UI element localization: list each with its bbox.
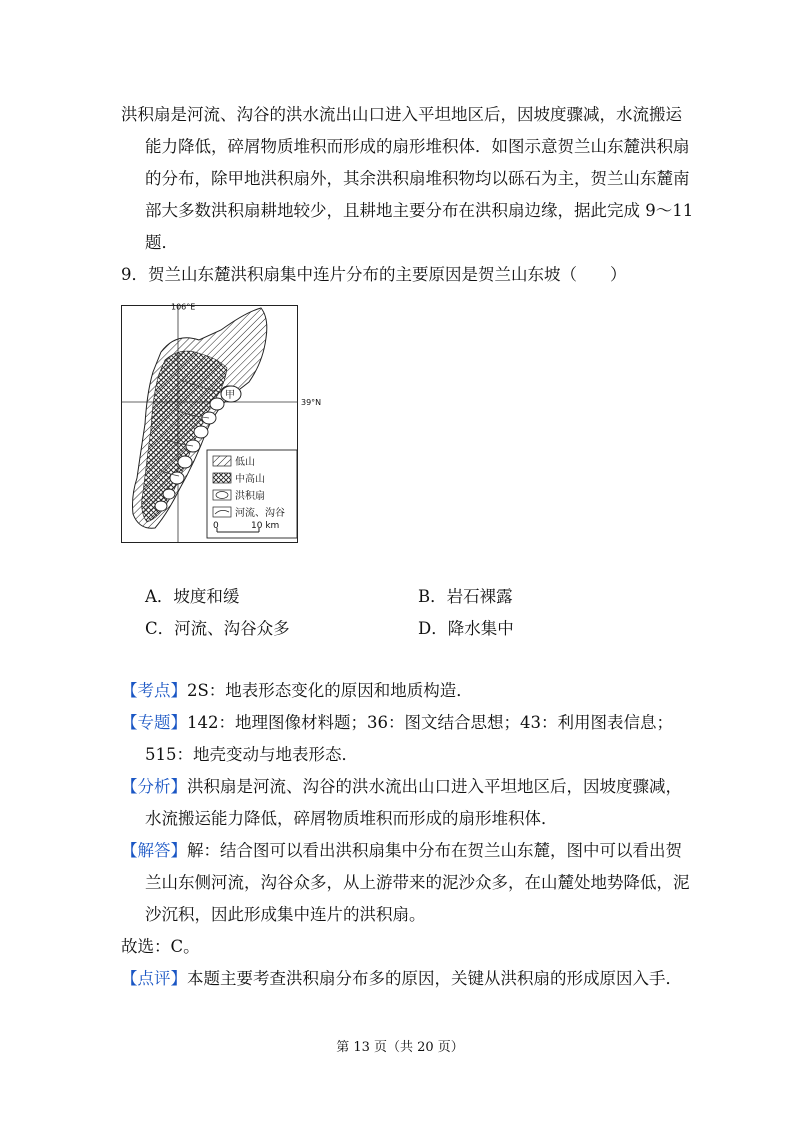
fenxi-text: 洪积扇是河流、沟谷的洪水流出山口进入平坦地区后，因坡度骤减， <box>187 777 682 796</box>
zhuanti-line <box>121 712 673 734</box>
fenxi-text-2: 水流搬运能力降低，碎屑物质堆积而形成的扇形堆积体． <box>145 809 558 828</box>
intro-line-2: 能力降低，碎屑物质堆积而形成的扇形堆积体．如图示意贺兰山东麓洪积扇 <box>145 137 690 156</box>
kaodian-line <box>121 680 473 702</box>
fenxi-line <box>121 776 682 798</box>
kaodian-text: 2S：地表形态变化的原因和地质构造． <box>187 681 473 700</box>
option-b: B．岩石裸露 <box>418 587 513 606</box>
legend-river-valley: 河流、沟谷 <box>235 508 285 519</box>
jieda-text: 解：结合图可以看出洪积扇集中分布在贺兰山东麓，图中可以看出贺 <box>187 841 682 860</box>
dianping-text: 本题主要考查洪积扇分布多的原因，关键从洪积扇的形成原因入手． <box>187 969 682 988</box>
jia-label: 甲 <box>225 390 235 401</box>
dianping-line <box>121 968 682 990</box>
intro-line-3: 的分布，除甲地洪积扇外，其余洪积扇堆积物均以砾石为主，贺兰山东麓南 <box>145 169 690 188</box>
lat-label: 39°N <box>301 398 322 407</box>
answer-line: 故选：C。 <box>121 937 200 956</box>
kaodian-tag: 【考点】 <box>121 681 187 700</box>
zhuanti-text: 142：地理图像材料题；36：图文结合思想；43：利用图表信息； <box>187 713 673 732</box>
intro-line-5: 题． <box>145 233 178 252</box>
legend-mid-high-mountain: 中高山 <box>235 474 265 485</box>
scale-zero: 0 <box>213 521 219 531</box>
jieda-line <box>121 840 682 862</box>
jieda-text-3: 沙沉积，因此形成集中连片的洪积扇。 <box>145 905 426 924</box>
zhuanti-tag: 【专题】 <box>121 713 187 732</box>
option-c: C．河流、沟谷众多 <box>145 619 290 638</box>
helan-mountain-map <box>121 300 322 544</box>
scale-label: 10 km <box>251 521 280 531</box>
fenxi-tag: 【分析】 <box>121 777 187 796</box>
dianping-tag: 【点评】 <box>121 969 187 988</box>
jieda-tag: 【解答】 <box>121 841 187 860</box>
intro-line-4: 部大多数洪积扇耕地较少，且耕地主要分布在洪积扇边缘，据此完成 9～11 <box>145 201 694 220</box>
legend-low-mountain: 低山 <box>235 457 255 468</box>
jieda-text-2: 兰山东侧河流，沟谷众多，从上游带来的泥沙众多，在山麓处地势降低，泥 <box>145 873 690 892</box>
option-a: A．坡度和缓 <box>145 587 240 606</box>
lon-label: 106°E <box>171 302 196 312</box>
legend-alluvial-fan: 洪积扇 <box>235 491 265 502</box>
intro-line-1: 洪积扇是河流、沟谷的洪水流出山口进入平坦地区后，因坡度骤减，水流搬运 <box>121 105 682 124</box>
option-d: D．降水集中 <box>418 619 514 638</box>
zhuanti-text-2: 515：地壳变动与地表形态． <box>145 745 358 764</box>
question-9: 9．贺兰山东麓洪积扇集中连片分布的主要原因是贺兰山东坡（ ） <box>121 265 627 284</box>
page-footer: 第 13 页（共 20 页） <box>336 1040 464 1055</box>
